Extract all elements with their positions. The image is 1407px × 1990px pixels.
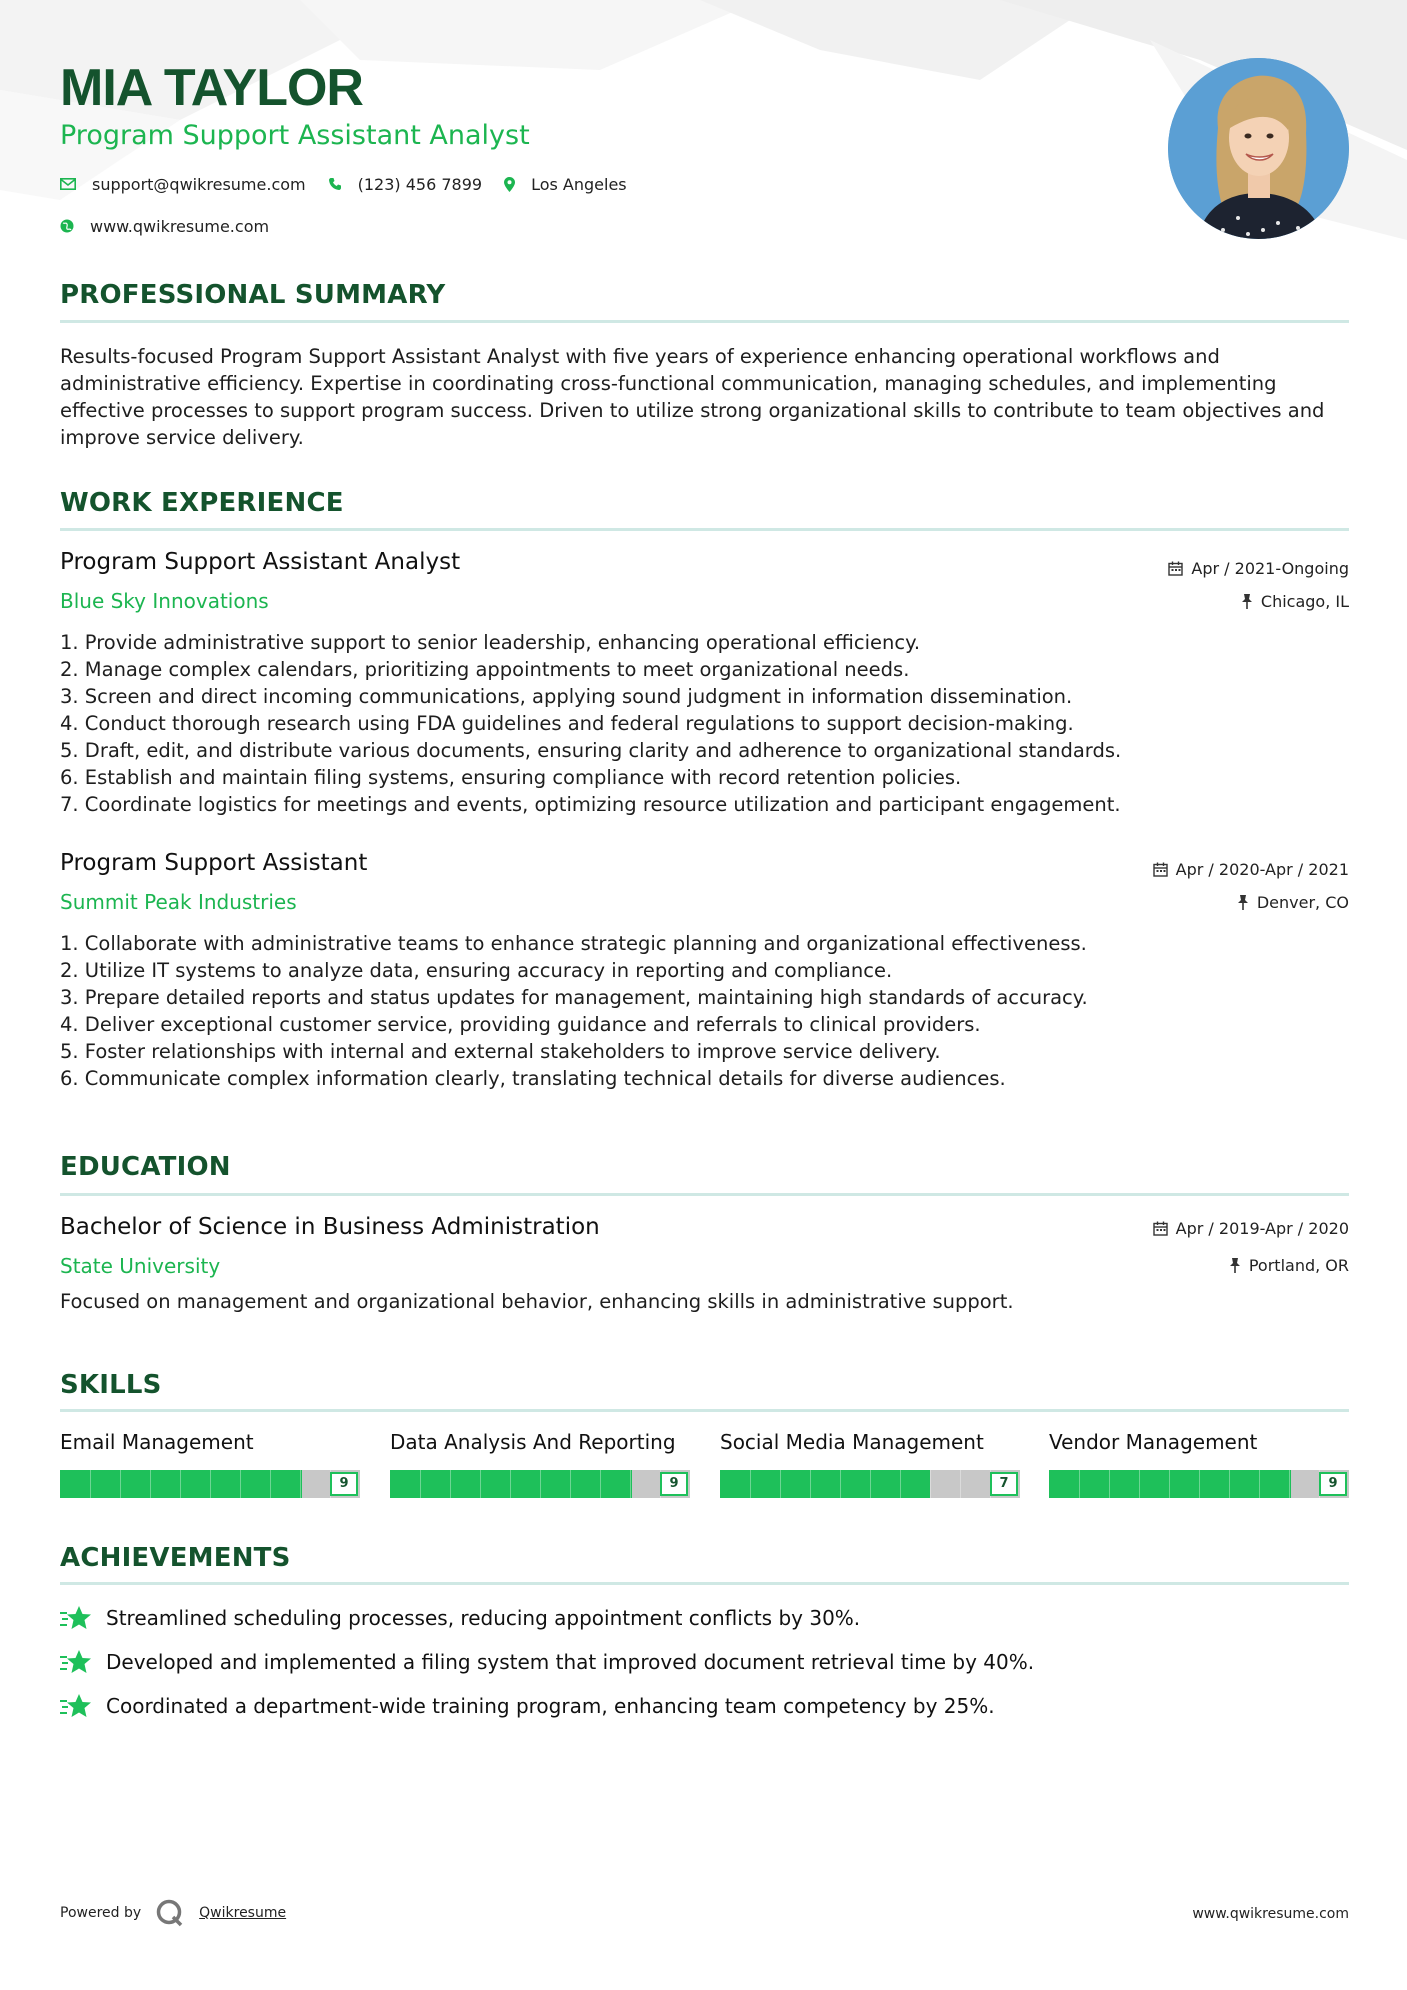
skill-score: 7 — [990, 1472, 1018, 1496]
job-dates — [1153, 860, 1349, 879]
star-badge-icon — [60, 1605, 92, 1631]
achievement-item — [60, 1649, 1034, 1675]
skill-level-bar — [1049, 1470, 1349, 1498]
experience-divider — [60, 528, 1349, 531]
job-dates — [1168, 559, 1349, 578]
skill-segment-divider — [540, 1470, 541, 1498]
skill-item — [1049, 1430, 1349, 1498]
education-location — [1229, 1256, 1349, 1275]
job-dates-text: Apr / 2021-Ongoing — [1191, 559, 1349, 578]
skill-segment-divider — [870, 1470, 871, 1498]
skill-level-fill — [1049, 1470, 1291, 1498]
skill-segment-divider — [90, 1470, 91, 1498]
education-school: State University — [60, 1254, 221, 1278]
list-item: 4. Conduct thorough research using FDA guidelines and federal regulations to support decision-making. — [60, 712, 1074, 735]
skill-item — [60, 1430, 360, 1498]
skill-segment-divider — [270, 1470, 271, 1498]
qwikresume-logo-icon — [155, 1898, 185, 1928]
skill-segment-divider — [960, 1470, 961, 1498]
contact-phone[interactable] — [328, 175, 482, 194]
globe-icon — [60, 219, 74, 233]
job-location — [1237, 893, 1349, 912]
map-pin-icon — [504, 177, 515, 192]
experience-heading: WORK EXPERIENCE — [60, 488, 344, 518]
skill-name: Vendor Management — [1049, 1430, 1258, 1454]
skill-segment-divider — [900, 1470, 901, 1498]
skill-segment-divider — [570, 1470, 571, 1498]
skill-segment-divider — [510, 1470, 511, 1498]
education-divider — [60, 1193, 1349, 1196]
skill-segment-divider — [210, 1470, 211, 1498]
skill-segment-divider — [1229, 1470, 1230, 1498]
skill-level-bar — [720, 1470, 1020, 1498]
list-item: 6. Communicate complex information clearly, translating technical details for diverse audiences. — [60, 1067, 1006, 1090]
list-item: 7. Coordinate logistics for meetings and events, optimizing resource utilization and participant engagement. — [60, 793, 1121, 816]
skill-segment-divider — [1079, 1470, 1080, 1498]
skill-level-fill — [60, 1470, 302, 1498]
skill-segment-divider — [930, 1470, 931, 1498]
contact-row-secondary — [60, 213, 291, 239]
star-badge-icon — [60, 1649, 92, 1675]
job-role: Program Support Assistant — [60, 850, 368, 876]
skill-name: Data Analysis And Reporting — [390, 1430, 676, 1454]
education-heading: EDUCATION — [60, 1152, 231, 1182]
list-item: 2. Manage complex calendars, prioritizing appointments to meet organizational needs. — [60, 658, 910, 681]
contact-row-primary — [60, 171, 649, 197]
skill-item — [720, 1430, 1020, 1498]
profile-photo — [1168, 58, 1349, 239]
skills-heading: SKILLS — [60, 1370, 162, 1400]
qwikresume-brand-link[interactable]: Qwikresume — [199, 1905, 287, 1921]
phone-text: (123) 456 7899 — [357, 174, 483, 194]
achievement-text: Coordinated a department-wide training program, enhancing team competency by 25%. — [106, 1694, 995, 1718]
skill-segment-divider — [480, 1470, 481, 1498]
pushpin-icon — [1229, 1258, 1241, 1273]
pushpin-icon — [1241, 594, 1253, 609]
skill-level-bar — [60, 1470, 360, 1498]
achievement-text: Developed and implemented a filing system that improved document retrieval time by 40%. — [106, 1650, 1035, 1674]
footer-website[interactable]: www.qwikresume.com — [1192, 1906, 1349, 1922]
skill-segment-divider — [1109, 1470, 1110, 1498]
skill-segment-divider — [420, 1470, 421, 1498]
powered-by-label: Powered by — [60, 1905, 142, 1921]
list-item: 3. Screen and direct incoming communications, applying sound judgment in information dissemination. — [60, 685, 1073, 708]
education-degree: Bachelor of Science in Business Administration — [60, 1214, 600, 1240]
website-text: www.qwikresume.com — [90, 216, 270, 236]
achievements-heading: ACHIEVEMENTS — [60, 1543, 291, 1573]
list-item: 1. Provide administrative support to senior leadership, enhancing operational efficiency. — [60, 631, 921, 654]
skill-segment-divider — [1169, 1470, 1170, 1498]
skill-segment-divider — [1289, 1470, 1290, 1498]
education-description: Focused on management and organizational behavior, enhancing skills in administrative support. — [60, 1290, 1014, 1313]
email-icon — [60, 178, 76, 190]
achievement-item — [60, 1693, 995, 1719]
skill-level-fill — [720, 1470, 930, 1498]
summary-text: Results-focused Program Support Assistant Analyst with five years of experience enhancing operational workflows and administrative efficiency. Expertise in coordinating cross-functional communication, managing schedules, and implementing effective processes to support program success. Driven to utilize strong organizational skills to contribute to team objectives and improve service delivery. — [60, 345, 1325, 449]
calendar-icon — [1153, 1221, 1168, 1236]
job-dates-text: Apr / 2020-Apr / 2021 — [1175, 860, 1349, 879]
job-company: Blue Sky Innovations — [60, 589, 269, 613]
education-dates-text: Apr / 2019-Apr / 2020 — [1175, 1219, 1349, 1238]
list-item: 2. Utilize IT systems to analyze data, ensuring accuracy in reporting and compliance. — [60, 959, 893, 982]
phone-icon — [328, 177, 342, 191]
skill-segment-divider — [750, 1470, 751, 1498]
skill-segment-divider — [300, 1470, 301, 1498]
skill-name: Social Media Management — [720, 1430, 984, 1454]
skill-segment-divider — [810, 1470, 811, 1498]
list-item: 1. Collaborate with administrative teams to enhance strategic planning and organizational effectiveness. — [60, 932, 1087, 955]
skill-score: 9 — [330, 1472, 358, 1496]
list-item: 3. Prepare detailed reports and status updates for management, maintaining high standards of accuracy. — [60, 986, 1088, 1009]
skills-divider — [60, 1409, 1349, 1412]
summary-heading: PROFESSIONAL SUMMARY — [60, 280, 446, 310]
pushpin-icon — [1237, 895, 1249, 910]
skill-segment-divider — [1139, 1470, 1140, 1498]
achievements-divider — [60, 1582, 1349, 1585]
contact-website[interactable] — [60, 217, 269, 236]
location-text: Los Angeles — [531, 174, 627, 194]
skill-score: 9 — [660, 1472, 688, 1496]
skill-segment-divider — [840, 1470, 841, 1498]
skill-name: Email Management — [60, 1430, 254, 1454]
job-bullets — [60, 930, 1349, 1092]
list-item: 5. Foster relationships with internal and external stakeholders to improve service delivery. — [60, 1040, 941, 1063]
job-location — [1241, 592, 1349, 611]
calendar-icon — [1168, 561, 1183, 576]
skill-segment-divider — [630, 1470, 631, 1498]
job-location-text: Denver, CO — [1256, 893, 1349, 912]
summary-divider — [60, 320, 1349, 323]
skill-segment-divider — [450, 1470, 451, 1498]
skill-segment-divider — [180, 1470, 181, 1498]
footer-powered-by — [60, 1898, 286, 1928]
skill-segment-divider — [600, 1470, 601, 1498]
education-dates — [1153, 1219, 1349, 1238]
email-text: support@qwikresume.com — [92, 174, 306, 194]
job-bullets — [60, 629, 1349, 818]
achievement-item — [60, 1605, 860, 1631]
job-company: Summit Peak Industries — [60, 890, 297, 914]
job-location-text: Chicago, IL — [1260, 592, 1349, 611]
education-location-text: Portland, OR — [1248, 1256, 1349, 1275]
list-item: 6. Establish and maintain filing systems, ensuring compliance with record retention policies. — [60, 766, 962, 789]
skill-segment-divider — [150, 1470, 151, 1498]
skill-segment-divider — [780, 1470, 781, 1498]
skill-segment-divider — [120, 1470, 121, 1498]
skill-segment-divider — [1259, 1470, 1260, 1498]
skill-segment-divider — [240, 1470, 241, 1498]
skill-score: 9 — [1319, 1472, 1347, 1496]
skill-segment-divider — [1199, 1470, 1200, 1498]
achievement-text: Streamlined scheduling processes, reducing appointment conflicts by 30%. — [106, 1606, 861, 1630]
skill-level-bar — [390, 1470, 690, 1498]
skill-item — [390, 1430, 690, 1498]
contact-location — [504, 175, 627, 194]
contact-email[interactable] — [60, 175, 306, 194]
calendar-icon — [1153, 862, 1168, 877]
list-item: 5. Draft, edit, and distribute various documents, ensuring clarity and adherence to organizational standards. — [60, 739, 1122, 762]
candidate-name: MIA TAYLOR — [60, 59, 363, 117]
skill-level-fill — [390, 1470, 632, 1498]
job-role: Program Support Assistant Analyst — [60, 549, 461, 575]
candidate-title: Program Support Assistant Analyst — [60, 120, 530, 151]
list-item: 4. Deliver exceptional customer service, providing guidance and referrals to clinical providers. — [60, 1013, 981, 1036]
star-badge-icon — [60, 1693, 92, 1719]
